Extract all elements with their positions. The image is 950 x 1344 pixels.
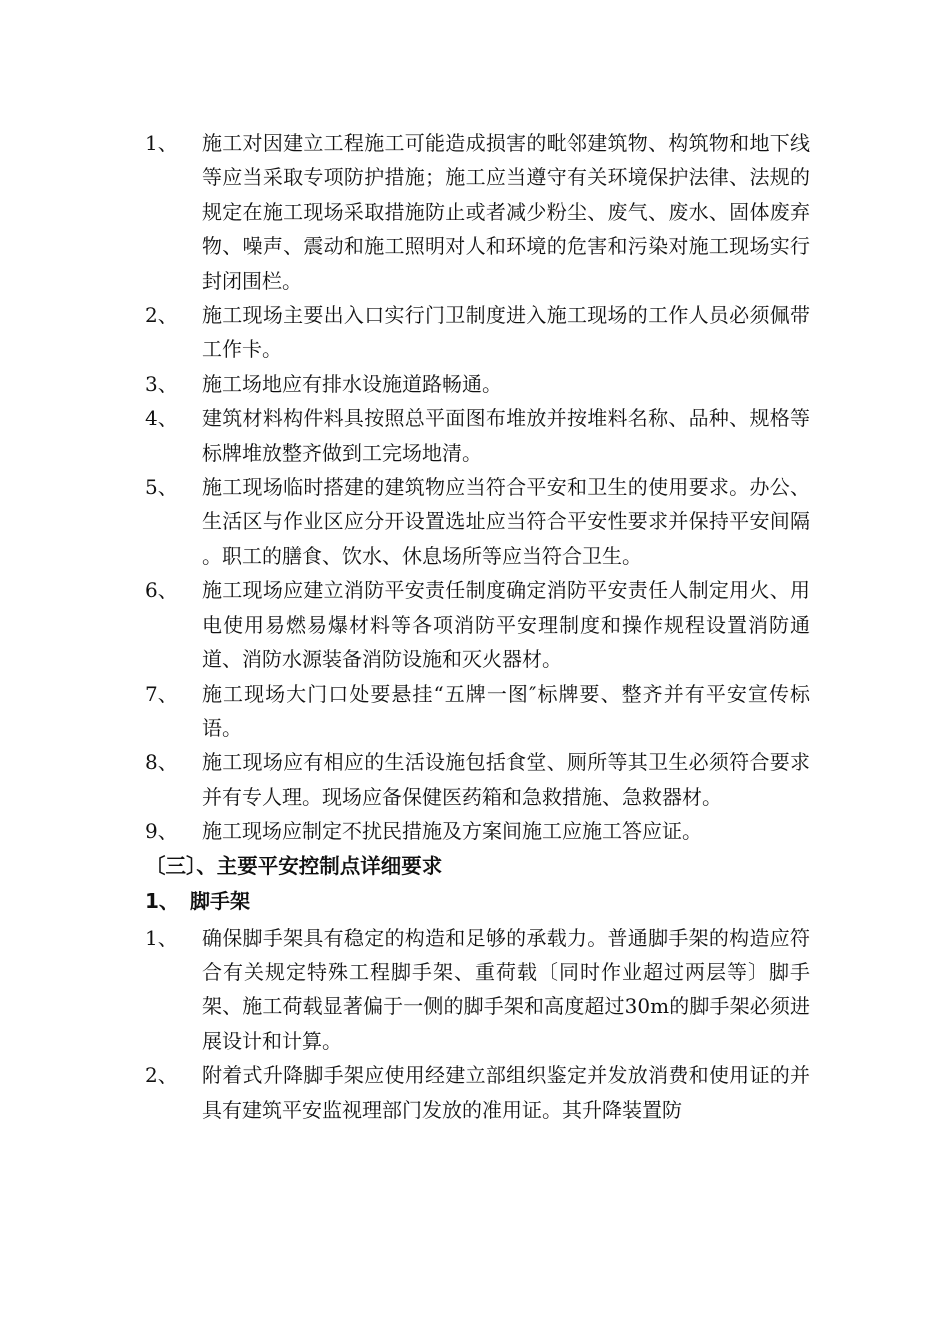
item-number: 5、 [145, 475, 178, 500]
item-text: 施工现场大门口处要悬挂“五牌一图″标牌要、整齐并有平安宣传标语。 [202, 681, 810, 740]
list-item [145, 126, 810, 298]
list-item [145, 401, 810, 470]
item-text: 建筑材料构件料具按照总平面图布堆放并按堆料名称、品种、规格等标牌堆放整齐做到工完场地清。 [202, 406, 810, 465]
item-number: 3、 [145, 371, 178, 396]
item-text: 确保脚手架具有稳定的构造和足够的承载力。普通脚手架的构造应符合有关规定特殊工程脚手架、重荷载〔同时作业超过两层等〕脚手架、施工荷载显著偏于一侧的脚手架和高度超过30m的脚手架必须进展设计和计算。 [202, 925, 810, 1053]
item-number: 8、 [145, 750, 178, 775]
item-text: 施工现场主要出入口实行门卫制度进入施工现场的工作人员必须佩带工作卡。 [202, 303, 810, 362]
item-number: 2、 [145, 303, 178, 328]
item-text: 施工现场应制定不扰民措施及方案间施工应施工答应证。 [202, 819, 702, 844]
list-item [145, 1058, 810, 1127]
document-body [145, 126, 810, 1127]
item-number: 7、 [145, 681, 178, 706]
list-item [145, 677, 810, 746]
item-text: 附着式升降脚手架应使用经建立部组织鉴定并发放消费和使用证的并具有建筑平安监视理部门发放的准用证。其升降装置防 [202, 1063, 810, 1122]
item-number: 9、 [145, 819, 178, 844]
subheading [145, 884, 810, 919]
list-item [145, 921, 810, 1059]
item-text: 施工现场临时搭建的建筑物应当符合平安和卫生的使用要求。办公、生活区与作业区应分开设置选址应当符合平安性要求并保持平安间隔 。职工的膳食、饮水、休息场所等应当符合卫生。 [202, 475, 810, 568]
list-item [145, 298, 810, 367]
item-text: 施工场地应有排水设施道路畅通。 [202, 371, 502, 396]
item-text: 施工现场应建立消防平安责任制度确定消防平安责任人制定用火、用电使用易燃易爆材料等各项消防平安理制度和操作规程设置消防通道、消防水源装备消防设施和灭火器材。 [202, 578, 810, 672]
item-number: 6、 [145, 578, 178, 603]
item-text: 施工对因建立工程施工可能造成损害的毗邻建筑物、构筑物和地下线等应当采取专项防护措施；施工应当遵守有关环境保护法律、法规的规定在施工现场采取措施防止或者减少粉尘、废气、废水、固体废弃物、噪声、震动和施工照明对人和环境的危害和污染对施工现场实行封闭围栏。 [202, 131, 810, 293]
list-item [145, 367, 810, 401]
list-item [145, 745, 810, 814]
list-item [145, 470, 810, 573]
list-item [145, 573, 810, 676]
item-number: 4、 [145, 406, 178, 431]
item-number: 1、 [145, 131, 178, 155]
item-number: 2、 [145, 1063, 178, 1088]
item-number: 1、 [145, 925, 178, 950]
subheading-number: 1、 [145, 888, 179, 913]
item-text: 施工现场应有相应的生活设施包括食堂、厕所等其卫生必须符合要求并有专人理。现场应备保健医药箱和急救措施、急救器材。 [202, 750, 810, 809]
list-item [145, 814, 810, 848]
subheading-text: 脚手架 [190, 888, 250, 913]
section-heading: 〔三〕、主要平安控制点详细要求 [145, 853, 443, 878]
